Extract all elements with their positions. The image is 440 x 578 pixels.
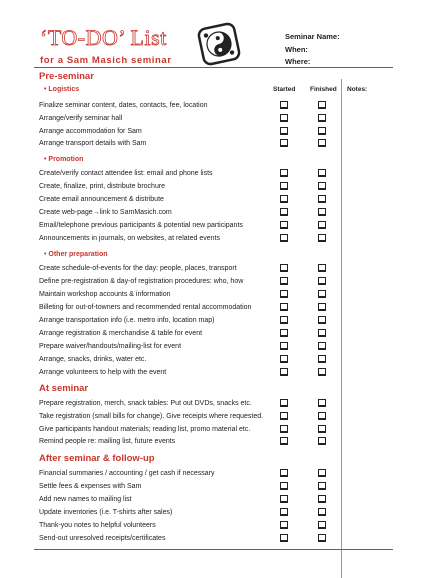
started-checkbox[interactable] bbox=[280, 329, 288, 337]
task-item: Give participants handout materials; reading list, promo material etc. bbox=[39, 426, 251, 433]
finished-checkbox[interactable] bbox=[318, 195, 326, 203]
started-checkbox[interactable] bbox=[280, 277, 288, 285]
started-checkbox[interactable] bbox=[280, 139, 288, 147]
started-checkbox[interactable] bbox=[280, 482, 288, 490]
finished-checkbox[interactable] bbox=[318, 277, 326, 285]
task-item: Create/verify contact attendee list: email and phone lists bbox=[39, 170, 213, 177]
task-item: Remind people re: mailing list, future events bbox=[39, 438, 176, 445]
started-checkbox[interactable] bbox=[280, 495, 288, 503]
task-item: Settle fees & expenses with Sam bbox=[39, 483, 142, 490]
task-item: Arrange, snacks, drinks, water etc. bbox=[39, 356, 147, 363]
finished-checkbox[interactable] bbox=[318, 208, 326, 216]
task-item: Prepare waiver/handouts/mailing-list for event bbox=[39, 343, 182, 350]
task-item: Email/telephone previous participants & potential new participants bbox=[39, 222, 243, 229]
finished-checkbox[interactable] bbox=[318, 399, 326, 407]
started-checkbox[interactable] bbox=[280, 508, 288, 516]
started-checkbox[interactable] bbox=[280, 221, 288, 229]
started-checkbox[interactable] bbox=[280, 234, 288, 242]
subsection-title-other-preparation: • Other preparation bbox=[44, 251, 108, 258]
finished-checkbox[interactable] bbox=[318, 264, 326, 272]
finished-checkbox[interactable] bbox=[318, 114, 326, 122]
started-checkbox[interactable] bbox=[280, 534, 288, 542]
started-checkbox[interactable] bbox=[280, 521, 288, 529]
page-title: ‘TO-DO’ List bbox=[40, 25, 167, 50]
started-checkbox[interactable] bbox=[280, 355, 288, 363]
finished-checkbox[interactable] bbox=[318, 368, 326, 376]
started-checkbox[interactable] bbox=[280, 469, 288, 477]
footer-divider bbox=[34, 549, 393, 550]
section-title-pre-seminar: Pre-seminar bbox=[39, 71, 94, 82]
task-item: Take registration (small bills for change). Give receipts where requested. bbox=[39, 413, 264, 420]
started-checkbox[interactable] bbox=[280, 290, 288, 298]
task-item: Send-out unresolved receipts/certificates bbox=[39, 535, 166, 542]
task-item: Create schedule-of-events for the day: people, places, transport bbox=[39, 265, 237, 272]
started-checkbox[interactable] bbox=[280, 425, 288, 433]
task-item: Create, finalize, print, distribute brochure bbox=[39, 183, 166, 190]
page-subtitle: for a Sam Masich seminar bbox=[40, 55, 172, 66]
task-item: Add new names to mailing list bbox=[39, 496, 132, 503]
header-divider bbox=[34, 67, 393, 68]
finished-checkbox[interactable] bbox=[318, 316, 326, 324]
task-item: Arrange volunteers to help with the event bbox=[39, 369, 167, 376]
when-label: When: bbox=[285, 45, 308, 54]
started-checkbox[interactable] bbox=[280, 208, 288, 216]
task-item: Arrange registration & merchandise & table for event bbox=[39, 330, 203, 337]
task-item: Arrange accommodation for Sam bbox=[39, 128, 142, 135]
started-checkbox[interactable] bbox=[280, 169, 288, 177]
finished-checkbox[interactable] bbox=[318, 221, 326, 229]
started-checkbox[interactable] bbox=[280, 437, 288, 445]
finished-checkbox[interactable] bbox=[318, 482, 326, 490]
finished-checkbox[interactable] bbox=[318, 425, 326, 433]
finished-checkbox[interactable] bbox=[318, 495, 326, 503]
started-checkbox[interactable] bbox=[280, 127, 288, 135]
task-item: Arrange transport details with Sam bbox=[39, 140, 147, 147]
finished-checkbox[interactable] bbox=[318, 139, 326, 147]
task-item: Maintain workshop accounts & information bbox=[39, 291, 171, 298]
started-checkbox[interactable] bbox=[280, 182, 288, 190]
started-checkbox[interactable] bbox=[280, 412, 288, 420]
finished-checkbox[interactable] bbox=[318, 169, 326, 177]
task-item: Define pre-registration & day-of registration procedures: who, how bbox=[39, 278, 244, 285]
finished-checkbox[interactable] bbox=[318, 534, 326, 542]
finished-checkbox[interactable] bbox=[318, 469, 326, 477]
task-item: Create web-page→link to SamMasich.com bbox=[39, 209, 172, 216]
finished-checkbox[interactable] bbox=[318, 234, 326, 242]
started-checkbox[interactable] bbox=[280, 342, 288, 350]
task-item: Prepare registration, merch, snack tables: Put out DVDs, snacks etc. bbox=[39, 400, 252, 407]
started-checkbox[interactable] bbox=[280, 316, 288, 324]
started-checkbox[interactable] bbox=[280, 264, 288, 272]
finished-checkbox[interactable] bbox=[318, 342, 326, 350]
task-item: Arrange/verify seminar hall bbox=[39, 115, 123, 122]
column-header-started: Started bbox=[273, 86, 296, 93]
finished-checkbox[interactable] bbox=[318, 101, 326, 109]
task-item: Finalize seminar content, dates, contacts, fee, location bbox=[39, 102, 208, 109]
finished-checkbox[interactable] bbox=[318, 437, 326, 445]
finished-checkbox[interactable] bbox=[318, 182, 326, 190]
subsection-title-logistics: • Logistics bbox=[44, 86, 80, 93]
notes-column-divider bbox=[341, 79, 342, 578]
finished-checkbox[interactable] bbox=[318, 290, 326, 298]
seminar-name-label: Seminar Name: bbox=[285, 32, 340, 41]
column-header-notes: Notes: bbox=[347, 86, 368, 93]
finished-checkbox[interactable] bbox=[318, 303, 326, 311]
task-item: Thank-you notes to helpful volunteers bbox=[39, 522, 156, 529]
task-item: Arrange transportation info (i.e. metro info, location map) bbox=[39, 317, 215, 324]
section-title-after-seminar: After seminar & follow-up bbox=[39, 453, 155, 464]
started-checkbox[interactable] bbox=[280, 399, 288, 407]
finished-checkbox[interactable] bbox=[318, 521, 326, 529]
started-checkbox[interactable] bbox=[280, 303, 288, 311]
finished-checkbox[interactable] bbox=[318, 508, 326, 516]
finished-checkbox[interactable] bbox=[318, 412, 326, 420]
finished-checkbox[interactable] bbox=[318, 127, 326, 135]
started-checkbox[interactable] bbox=[280, 368, 288, 376]
task-item: Update inventories (i.e. T-shirts after sales) bbox=[39, 509, 173, 516]
column-header-finished: Finished bbox=[310, 86, 337, 93]
task-item: Announcements in journals, on websites, at related events bbox=[39, 235, 220, 242]
finished-checkbox[interactable] bbox=[318, 329, 326, 337]
yin-yang-icon bbox=[195, 20, 243, 68]
started-checkbox[interactable] bbox=[280, 101, 288, 109]
task-item: Billeting for out-of-towners and recommended rental accommodation bbox=[39, 304, 252, 311]
started-checkbox[interactable] bbox=[280, 195, 288, 203]
subsection-title-promotion: • Promotion bbox=[44, 156, 84, 163]
started-checkbox[interactable] bbox=[280, 114, 288, 122]
finished-checkbox[interactable] bbox=[318, 355, 326, 363]
where-label: Where: bbox=[285, 57, 311, 66]
section-title-at-seminar: At seminar bbox=[39, 383, 89, 394]
task-item: Create email announcement & distribute bbox=[39, 196, 164, 203]
task-item: Financial summaries / accounting / get cash if necessary bbox=[39, 470, 215, 477]
